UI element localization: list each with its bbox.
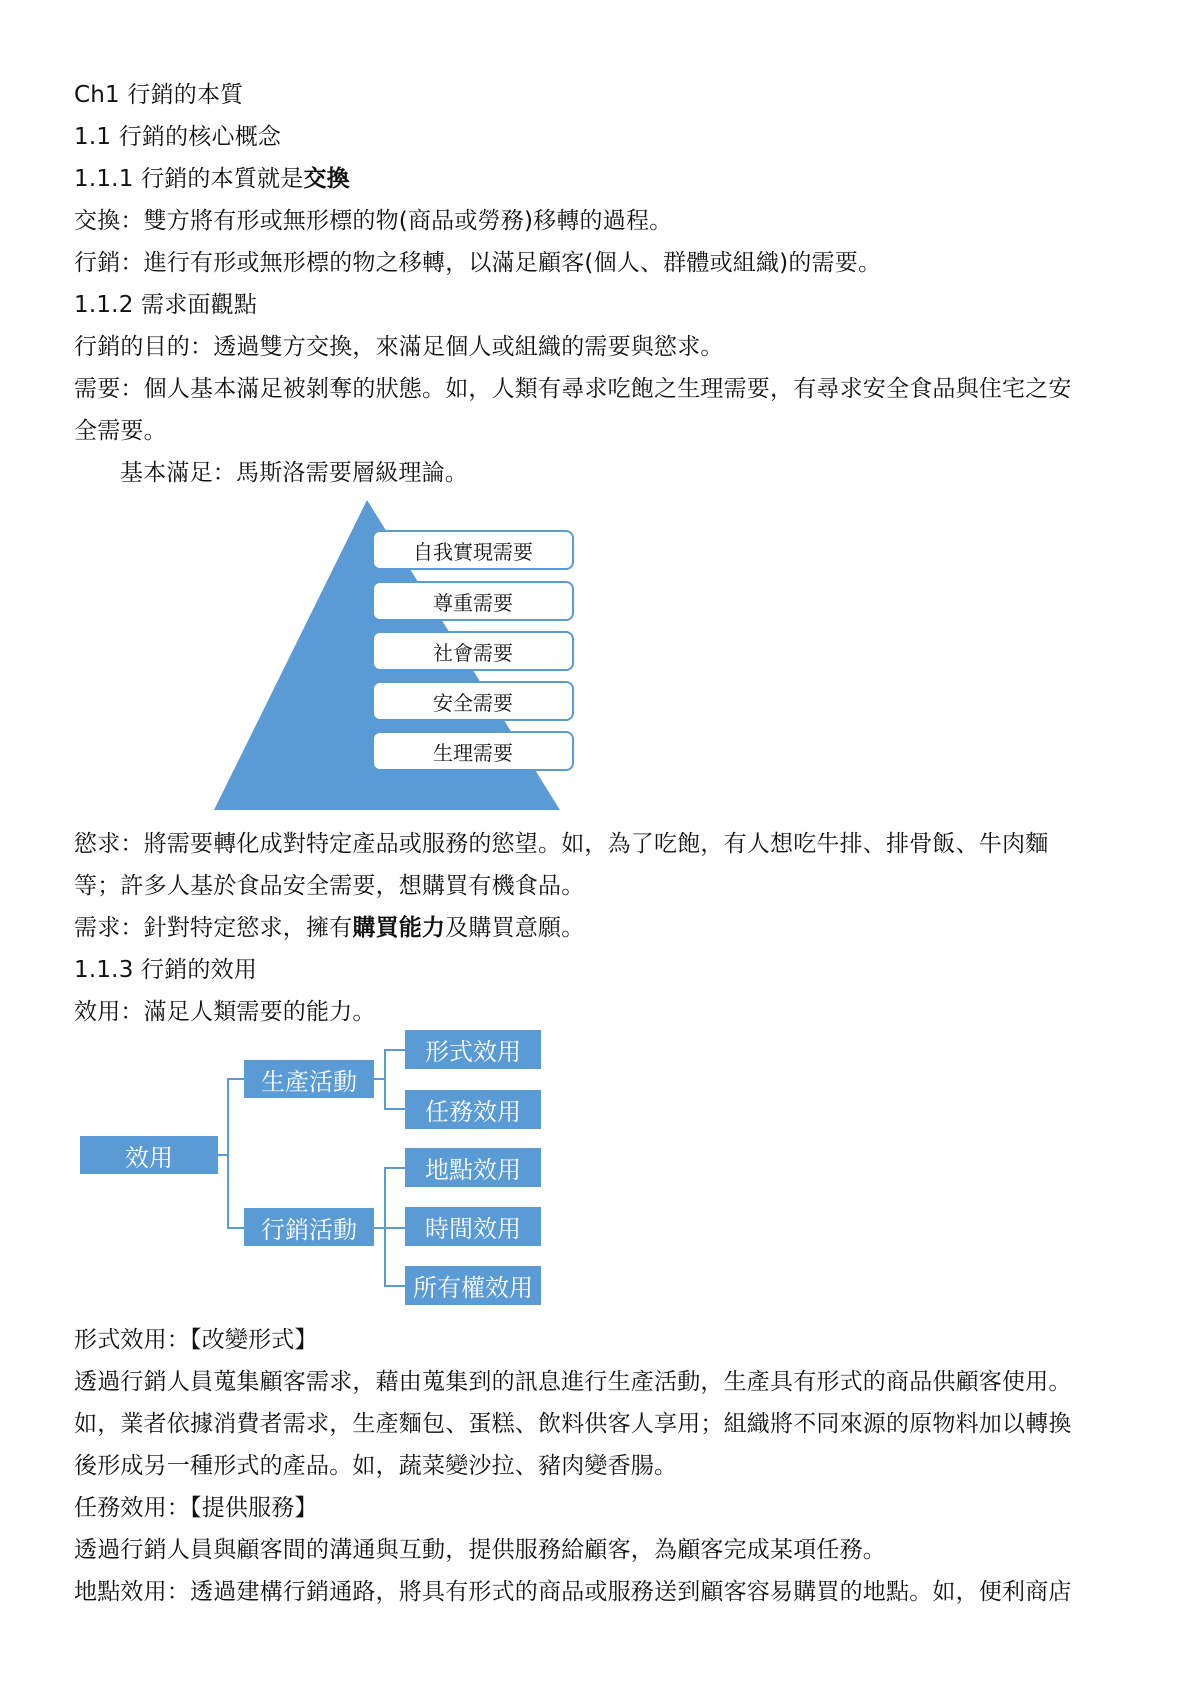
pyramid-level-esteem: 尊重需要 xyxy=(372,581,574,621)
paragraph: 行銷的目的：透過雙方交換，來滿足個人或組織的需要與慾求。 xyxy=(74,334,724,360)
paragraph: 後形成另一種形式的產品。如，蔬菜變沙拉、豬肉變香腸。 xyxy=(74,1453,678,1479)
pyramid-triangle xyxy=(0,0,1200,820)
connector xyxy=(374,1078,384,1080)
connector xyxy=(227,1078,244,1080)
paragraph: 全需要。 xyxy=(74,418,167,444)
connector xyxy=(384,1167,386,1287)
section-heading: 1.1 行銷的核心概念 xyxy=(74,124,282,150)
paragraph: 任務效用：【提供服務】 xyxy=(74,1495,318,1521)
pyramid-level-self-actualization: 自我實現需要 xyxy=(372,530,574,570)
paragraph xyxy=(74,907,584,949)
paragraph: 等；許多人基於食品安全需要，想購買有機食品。 xyxy=(74,873,585,899)
connector xyxy=(227,1227,244,1229)
tree-node-production: 生產活動 xyxy=(244,1060,374,1098)
paragraph: 如，業者依據消費者需求，生產麵包、蛋糕、飲料供客人享用；組織將不同來源的原物料加以轉換 xyxy=(74,1411,1072,1437)
paragraph: 形式效用：【改變形式】 xyxy=(74,1327,318,1353)
pyramid-level-social: 社會需要 xyxy=(372,631,574,671)
connector xyxy=(218,1154,227,1156)
subsection-text: 1.1.1 行銷的本質就是 xyxy=(74,166,304,192)
connector xyxy=(374,1227,405,1229)
connector xyxy=(384,1108,405,1110)
paragraph: 行銷：進行有形或無形標的物之移轉，以滿足顧客(個人、群體或組織)的需要。 xyxy=(74,250,882,276)
connector xyxy=(384,1049,405,1051)
text-segment: 需求：針對特定慾求，擁有 xyxy=(74,915,353,941)
tree-node-marketing: 行銷活動 xyxy=(244,1208,374,1246)
indented-paragraph: 基本滿足：馬斯洛需要層級理論。 xyxy=(120,460,468,486)
tree-leaf-ownership: 所有權效用 xyxy=(405,1266,541,1305)
paragraph: 透過行銷人員與顧客間的溝通與互動，提供服務給顧客，為顧客完成某項任務。 xyxy=(74,1537,886,1563)
connector xyxy=(227,1078,229,1229)
paragraph: 交換：雙方將有形或無形標的物(商品或勞務)移轉的過程。 xyxy=(74,208,673,234)
paragraph: 效用：滿足人類需要的能力。 xyxy=(74,999,376,1025)
paragraph: 慾求：將需要轉化成對特定產品或服務的慾望。如，為了吃飽，有人想吃牛排、排骨飯、牛肉麵 xyxy=(74,831,1049,857)
tree-leaf-form: 形式效用 xyxy=(405,1030,541,1069)
paragraph: 透過行銷人員蒐集顧客需求，藉由蒐集到的訊息進行生產活動，生產具有形式的商品供顧客使用。 xyxy=(74,1369,1072,1395)
tree-leaf-place: 地點效用 xyxy=(405,1148,541,1187)
subsection-heading: 1.1.2 需求面觀點 xyxy=(74,292,258,318)
bold-keyword: 購買能力 xyxy=(352,915,446,941)
paragraph: 需要：個人基本滿足被剝奪的狀態。如，人類有尋求吃飽之生理需要，有尋求安全食品與住宅之安 xyxy=(74,376,1072,402)
tree-leaf-time: 時間效用 xyxy=(405,1207,541,1246)
bold-keyword: 交換 xyxy=(303,166,350,192)
subsection-heading: 1.1.3 行銷的效用 xyxy=(74,957,258,983)
text-segment: 及購買意願。 xyxy=(445,915,585,941)
pyramid-level-physiological: 生理需要 xyxy=(372,731,574,771)
chapter-title: Ch1 行銷的本質 xyxy=(74,82,244,108)
tree-root-utility: 效用 xyxy=(80,1136,218,1174)
pyramid-level-safety: 安全需要 xyxy=(372,681,574,721)
tree-leaf-task: 任務效用 xyxy=(405,1090,541,1129)
connector xyxy=(384,1049,386,1110)
connector xyxy=(384,1285,405,1287)
paragraph: 地點效用：透過建構行銷通路，將具有形式的商品或服務送到顧客容易購買的地點。如，便利商店 xyxy=(74,1579,1072,1605)
connector xyxy=(384,1167,405,1169)
